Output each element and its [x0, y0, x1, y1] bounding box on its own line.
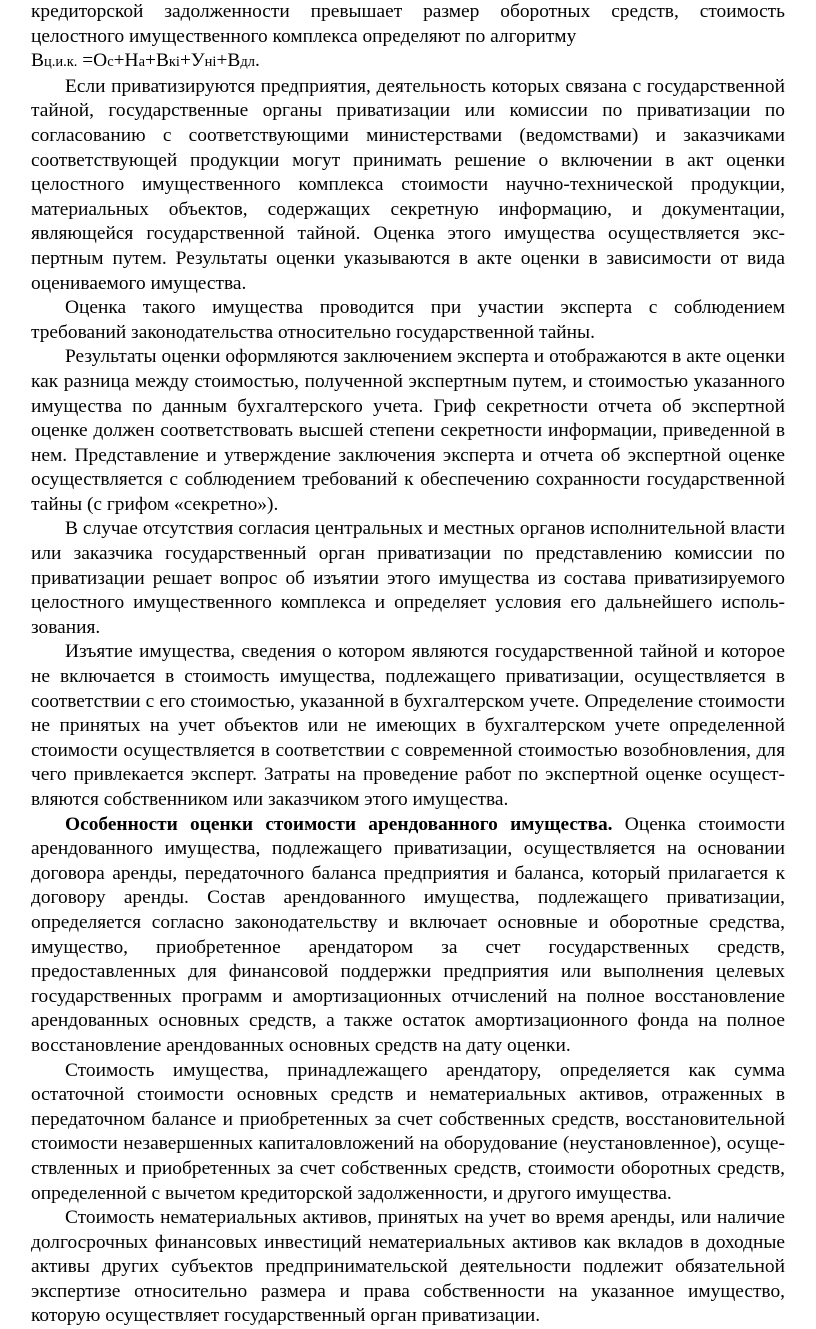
paragraph-no-consent: В случае отсутствия согласия центральных и местных органов исполнительной власти или заказчика государственный орган приватизации по представлению комиссии по приватизации решает вопрос об изъятии этого имущества из состава приватизируемого целостного имущественного комплекса и определяет условия его дальнейшего использования. — [31, 518, 785, 638]
paragraph-expert-participation: Оценка такого имущества проводится при участии эксперта с соблюдением требований законодательства относительно государственной тайны. — [31, 297, 785, 343]
formula-sub: ц.и.к. — [43, 54, 78, 71]
paragraph-leased-property — [31, 813, 785, 1059]
paragraph-intangible-assets: Стоимость нематериальных активов, принятых на учет во время аренды, или наличие долгосрочных финансовых инвестиций нематериальных активов как вкладов в доходные активы других субъектов предпринимательской деятельности подлежит обязательной экспертизе относительно размера и права собственности на указанное имущество, которую осуществляет государственный орган приватизации. — [31, 1207, 785, 1327]
formula-sub: ні — [204, 54, 217, 71]
paragraph-state-secret: Если приватизируются предприятия, деятельность которых связана с государственной тайной, государственные органы приватизации или комиссии по приватизации по согласованию с соответствующими министерствами (ведомствами) и заказчиками соответствующей продукции могут принимать решение о включении в акт оценки целостного имущественного комплекса стоимости научно-технической продукции, материальных объектов, содержащих секретную информацию, и документации, являющейся государственной тайной. Оценка этого имущества осуществляется экспертным путем. Результаты оценки указываются в акте оценки в зависимости от вида оцениваемого имущества. — [31, 75, 785, 294]
section-heading: Особенности оценки стоимости арендованного имущества. — [65, 813, 613, 835]
formula-sub: дл — [240, 54, 255, 71]
paragraph-valuation-results: Результаты оценки оформляются заключением эксперта и отображаются в акте оценки как разница между стоимостью, полученной экспертным путем, и стоимостью указанного имущества по данным бухгалтерского учета. Гриф секретности отчета об экспертной оценке должен соответствовать высшей степени секретности информации, приведенной в нем. Представление и утверждение заключения эксперта и отчета об экспертной оценке осуществляется с соблюдением требований к обеспечению сохранности государственной тайны (с грифом «секретно»). — [31, 346, 785, 515]
document-page — [31, 0, 785, 1329]
paragraph-body: Оценка стоимости арендованного имущества, подлежащего приватизации, осуществляется на основании договора аренды, передаточного баланса предприятия и баланса, который прилагается к договору аренды. Состав арендованного имущества, подлежащего приватизации, определяется согласно законодательству и включает основные и оборотные средства, имущество, приобретенное арендатором за счет государственных средств, предоставленных для финансовой поддержки предприятия или выполнения целевых государственных программ и амортизационных отчислений на полное восстановление арендованных основных средств, а также остаток амортизационного фонда на полное восстановление арендованных основных средств на дату оценки. — [31, 813, 785, 1056]
paragraph-continuation: кредиторской задолженности превышает размер оборотных средств, стоимость целостного имущественного комплекса определяют по алгоритму — [31, 1, 785, 47]
formula-sub: а — [138, 54, 146, 71]
formula-sub: с — [107, 54, 114, 71]
formula-sub: кі — [168, 54, 180, 71]
valuation-formula: Вц.и.к. =Ос+На+Вкі+Уні+Вдл. — [31, 50, 260, 72]
paragraph-lessee-property: Стоимость имущества, принадлежащего арендатору, определяется как сумма остаточной стоимости основных средств и нематериальных активов, отраженных в передаточном балансе и приобретенных за счет собственных средств, восстановительной стоимости незавершенных капиталовложений на оборудование (неустановленное), осуществленных и приобретенных за счет собственных средств, стоимости оборотных средств, определенной с вычетом кредиторской задолженности, и другого имущества. — [31, 1059, 785, 1204]
paragraph-withdrawal: Изъятие имущества, сведения о котором являются государственной тайной и которое не включается в стоимость имущества, подлежащего приватизации, осуществляется в соответствии с его стоимостью, указанной в бухгалтерском учете. Определение стоимости не принятых на учет объектов или не имеющих в бухгалтерском учете определенной стоимости осуществляется в соответствии с современной стоимостью возобновления, для чего привлекается эксперт. Затраты на проведение работ по экспертной оценке осуществляются собственником или заказчиком этого имущества. — [31, 641, 785, 810]
